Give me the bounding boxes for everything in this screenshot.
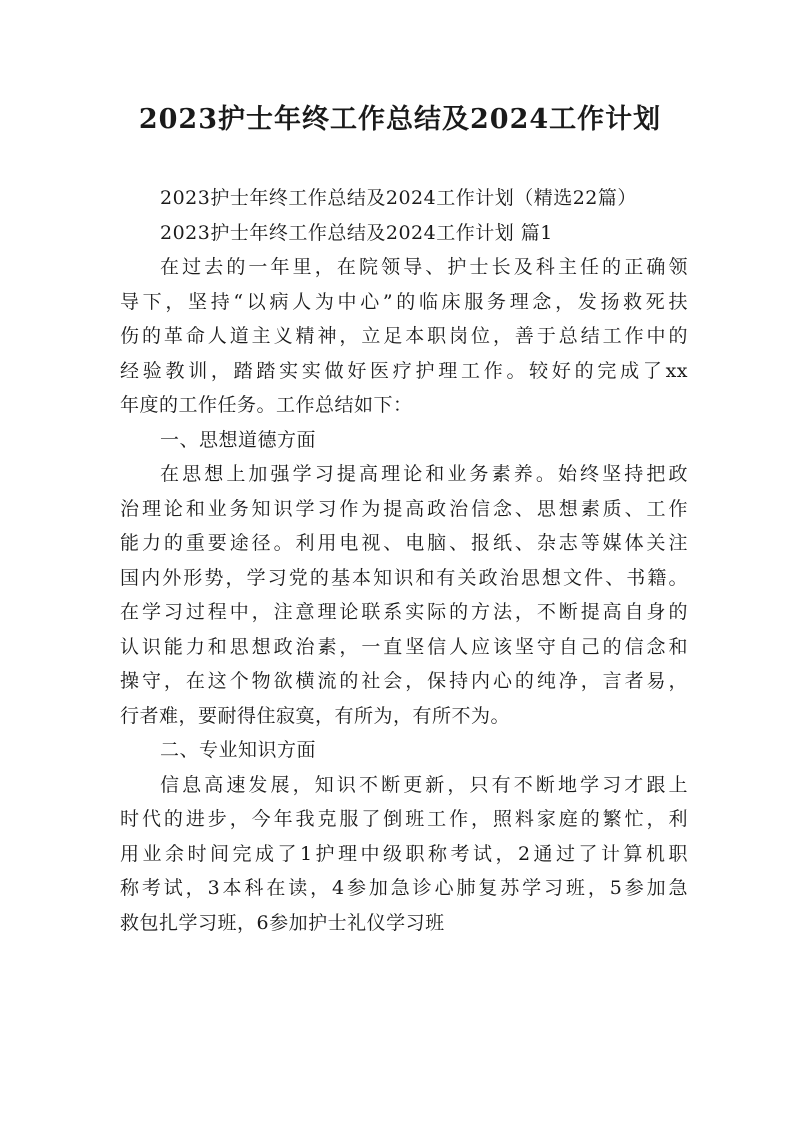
text-line: 时代的进步，今年我克服了倒班工作，照料家庭的繁忙，利	[120, 808, 688, 830]
text-line: 在过去的一年里，在院领导、护士长及科主任的正确领	[160, 256, 688, 278]
text-line: 救包扎学习班，6参加护士礼仪学习班	[120, 911, 445, 934]
text-line: 在学习过程中，注意理论联系实际的方法，不断提高自身的	[120, 601, 688, 623]
text-line: 年度的工作任务。工作总结如下：	[120, 394, 413, 416]
text-line: 2023护士年终工作总结及2024工作计划（精选22篇）	[160, 187, 637, 209]
text-line: 治理论和业务知识学习作为提高政治信念、思想素质、工作	[120, 497, 688, 520]
text-line: 行者难，要耐得住寂寞，有所为，有所不为。	[120, 704, 511, 727]
document-body	[120, 181, 688, 940]
text-line: 导下，坚持“以病人为中心”的临床服务理念，发扬救死扶	[120, 290, 688, 313]
text-line: 认识能力和思想政治素，一直坚信人应该坚守自己的信念和	[120, 635, 688, 658]
text-line: 用业余时间完成了1护理中级职称考试，2通过了计算机职	[120, 842, 688, 865]
text-line: 信息高速发展，知识不断更新，只有不断地学习才跟上	[160, 773, 688, 796]
text-line: 2023护士年终工作总结及2024工作计划 篇1	[160, 221, 553, 244]
text-line: 操守，在这个物欲横流的社会，保持内心的纯净，言者易，	[120, 670, 688, 692]
text-line: 在思想上加强学习提高理论和业务素养。始终坚持把政	[160, 463, 688, 485]
text-line: 一、思想道德方面	[160, 428, 317, 451]
text-line: 称考试，3本科在读，4参加急诊心肺复苏学习班，5参加急	[120, 877, 688, 899]
text-line: 能力的重要途径。利用电视、电脑、报纸、杂志等媒体关注	[120, 532, 688, 554]
text-line: 国内外形势，学习党的基本知识和有关政治思想文件、书籍。	[120, 566, 688, 589]
text-line: 二、专业知识方面	[160, 739, 317, 761]
document-title: 2023护士年终工作总结及2024工作计划	[138, 104, 662, 135]
text-line: 经验教训，踏踏实实做好医疗护理工作。较好的完成了xx	[120, 359, 688, 382]
text-line: 伤的革命人道主义精神，立足本职岗位，善于总结工作中的	[120, 325, 688, 347]
